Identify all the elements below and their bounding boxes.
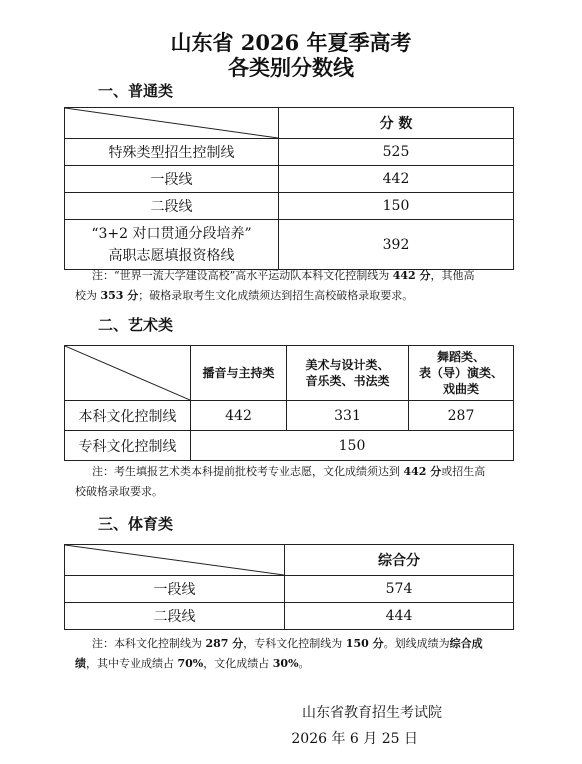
note-text: 注：“世界一流大学建设高校”高水平运动队本科文化控制线为 [92, 269, 393, 282]
col-header-line: 舞蹈类、 [436, 350, 485, 364]
row-score: 392 [279, 220, 514, 270]
row-label: 一段线 [65, 576, 285, 603]
row-score: 444 [285, 603, 514, 630]
row-label: 二段线 [65, 193, 279, 220]
diagonal-header-cell [65, 545, 285, 576]
sports-note [75, 634, 512, 674]
row-label: 本科文化控制线 [65, 401, 191, 431]
issuing-organization: 山东省教育招生考试院 [302, 705, 442, 721]
note-text: ，其中专业成绩占 [86, 657, 178, 670]
general-note [75, 266, 512, 306]
row-score: 442 [279, 166, 514, 193]
note-text: 。划线成绩为 [383, 637, 450, 650]
diagonal-header-cell [65, 108, 279, 139]
note-text: 。 [298, 657, 310, 670]
col-header-line: 音乐类、书法类 [305, 374, 390, 388]
row-label [65, 220, 279, 270]
row-score: 525 [279, 139, 514, 166]
row-label-line2: 高职志愿填报资格线 [108, 247, 235, 264]
row-score: 150 [279, 193, 514, 220]
note-bold: 287 分 [205, 637, 244, 650]
section-sports-heading: 三、体育类 [98, 515, 174, 533]
row-score: 331 [287, 401, 409, 431]
note-text: 或招生高 [441, 465, 486, 478]
row-label: 二段线 [65, 603, 285, 630]
col-header-line: 戏曲类 [442, 382, 479, 396]
row-score: 442 [191, 401, 287, 431]
note-bold: 综合成 [449, 637, 483, 650]
col-header-dance [409, 346, 514, 401]
col-header-line: 表（导）演类、 [418, 366, 503, 380]
col-header-line: 美术与设计类、 [305, 358, 390, 372]
section-art-heading: 二、艺术类 [98, 316, 174, 334]
section-general-heading: 一、普通类 [98, 82, 174, 100]
note-text: ，其他高 [430, 269, 475, 282]
row-label: 一段线 [65, 166, 279, 193]
note-bold: 150 分 [345, 637, 384, 650]
general-score-table [64, 107, 514, 270]
row-score: 287 [409, 401, 514, 431]
note-text: ；破格录取考生文化成绩须达到招生高校破格录取要求。 [138, 289, 414, 302]
note-text: ，专科文化控制线为 [243, 637, 346, 650]
note-text: 注：考生填报艺术类本科提前批校考专业志愿，文化成绩须达到 [92, 465, 404, 478]
row-score: 574 [285, 576, 514, 603]
score-header: 分 数 [279, 108, 514, 139]
note-text: ，文化成绩占 [203, 657, 273, 670]
row-label: 特殊类型招生控制线 [65, 139, 279, 166]
document-title-line2: 各类别分数线 [228, 55, 354, 80]
sports-score-table [64, 544, 514, 630]
row-score: 150 [191, 431, 514, 461]
col-header-broadcasting: 播音与主持类 [191, 346, 287, 401]
art-note [75, 462, 512, 502]
issue-date: 2026 年 6 月 25 日 [291, 731, 418, 747]
note-bold: 绩 [75, 657, 86, 670]
note-text: 注：本科文化控制线为 [92, 637, 206, 650]
score-header: 综合分 [285, 545, 514, 576]
row-label: 专科文化控制线 [65, 431, 191, 461]
diagonal-header-cell [65, 346, 191, 401]
note-bold: 353 分 [100, 289, 139, 302]
document-title-line1: 山东省 2026 年夏季高考 [170, 30, 412, 55]
note-bold: 442 分 [403, 465, 442, 478]
note-bold: 442 分 [392, 269, 431, 282]
row-label-line1: “3+2 对口贯通分段培养” [91, 225, 252, 242]
col-header-fine-arts [287, 346, 409, 401]
note-text: 校为 [75, 289, 101, 302]
art-score-table [64, 345, 514, 461]
note-text: 校破格录取要求。 [75, 485, 163, 498]
note-bold: 70% [177, 657, 204, 670]
note-bold: 30% [272, 657, 299, 670]
